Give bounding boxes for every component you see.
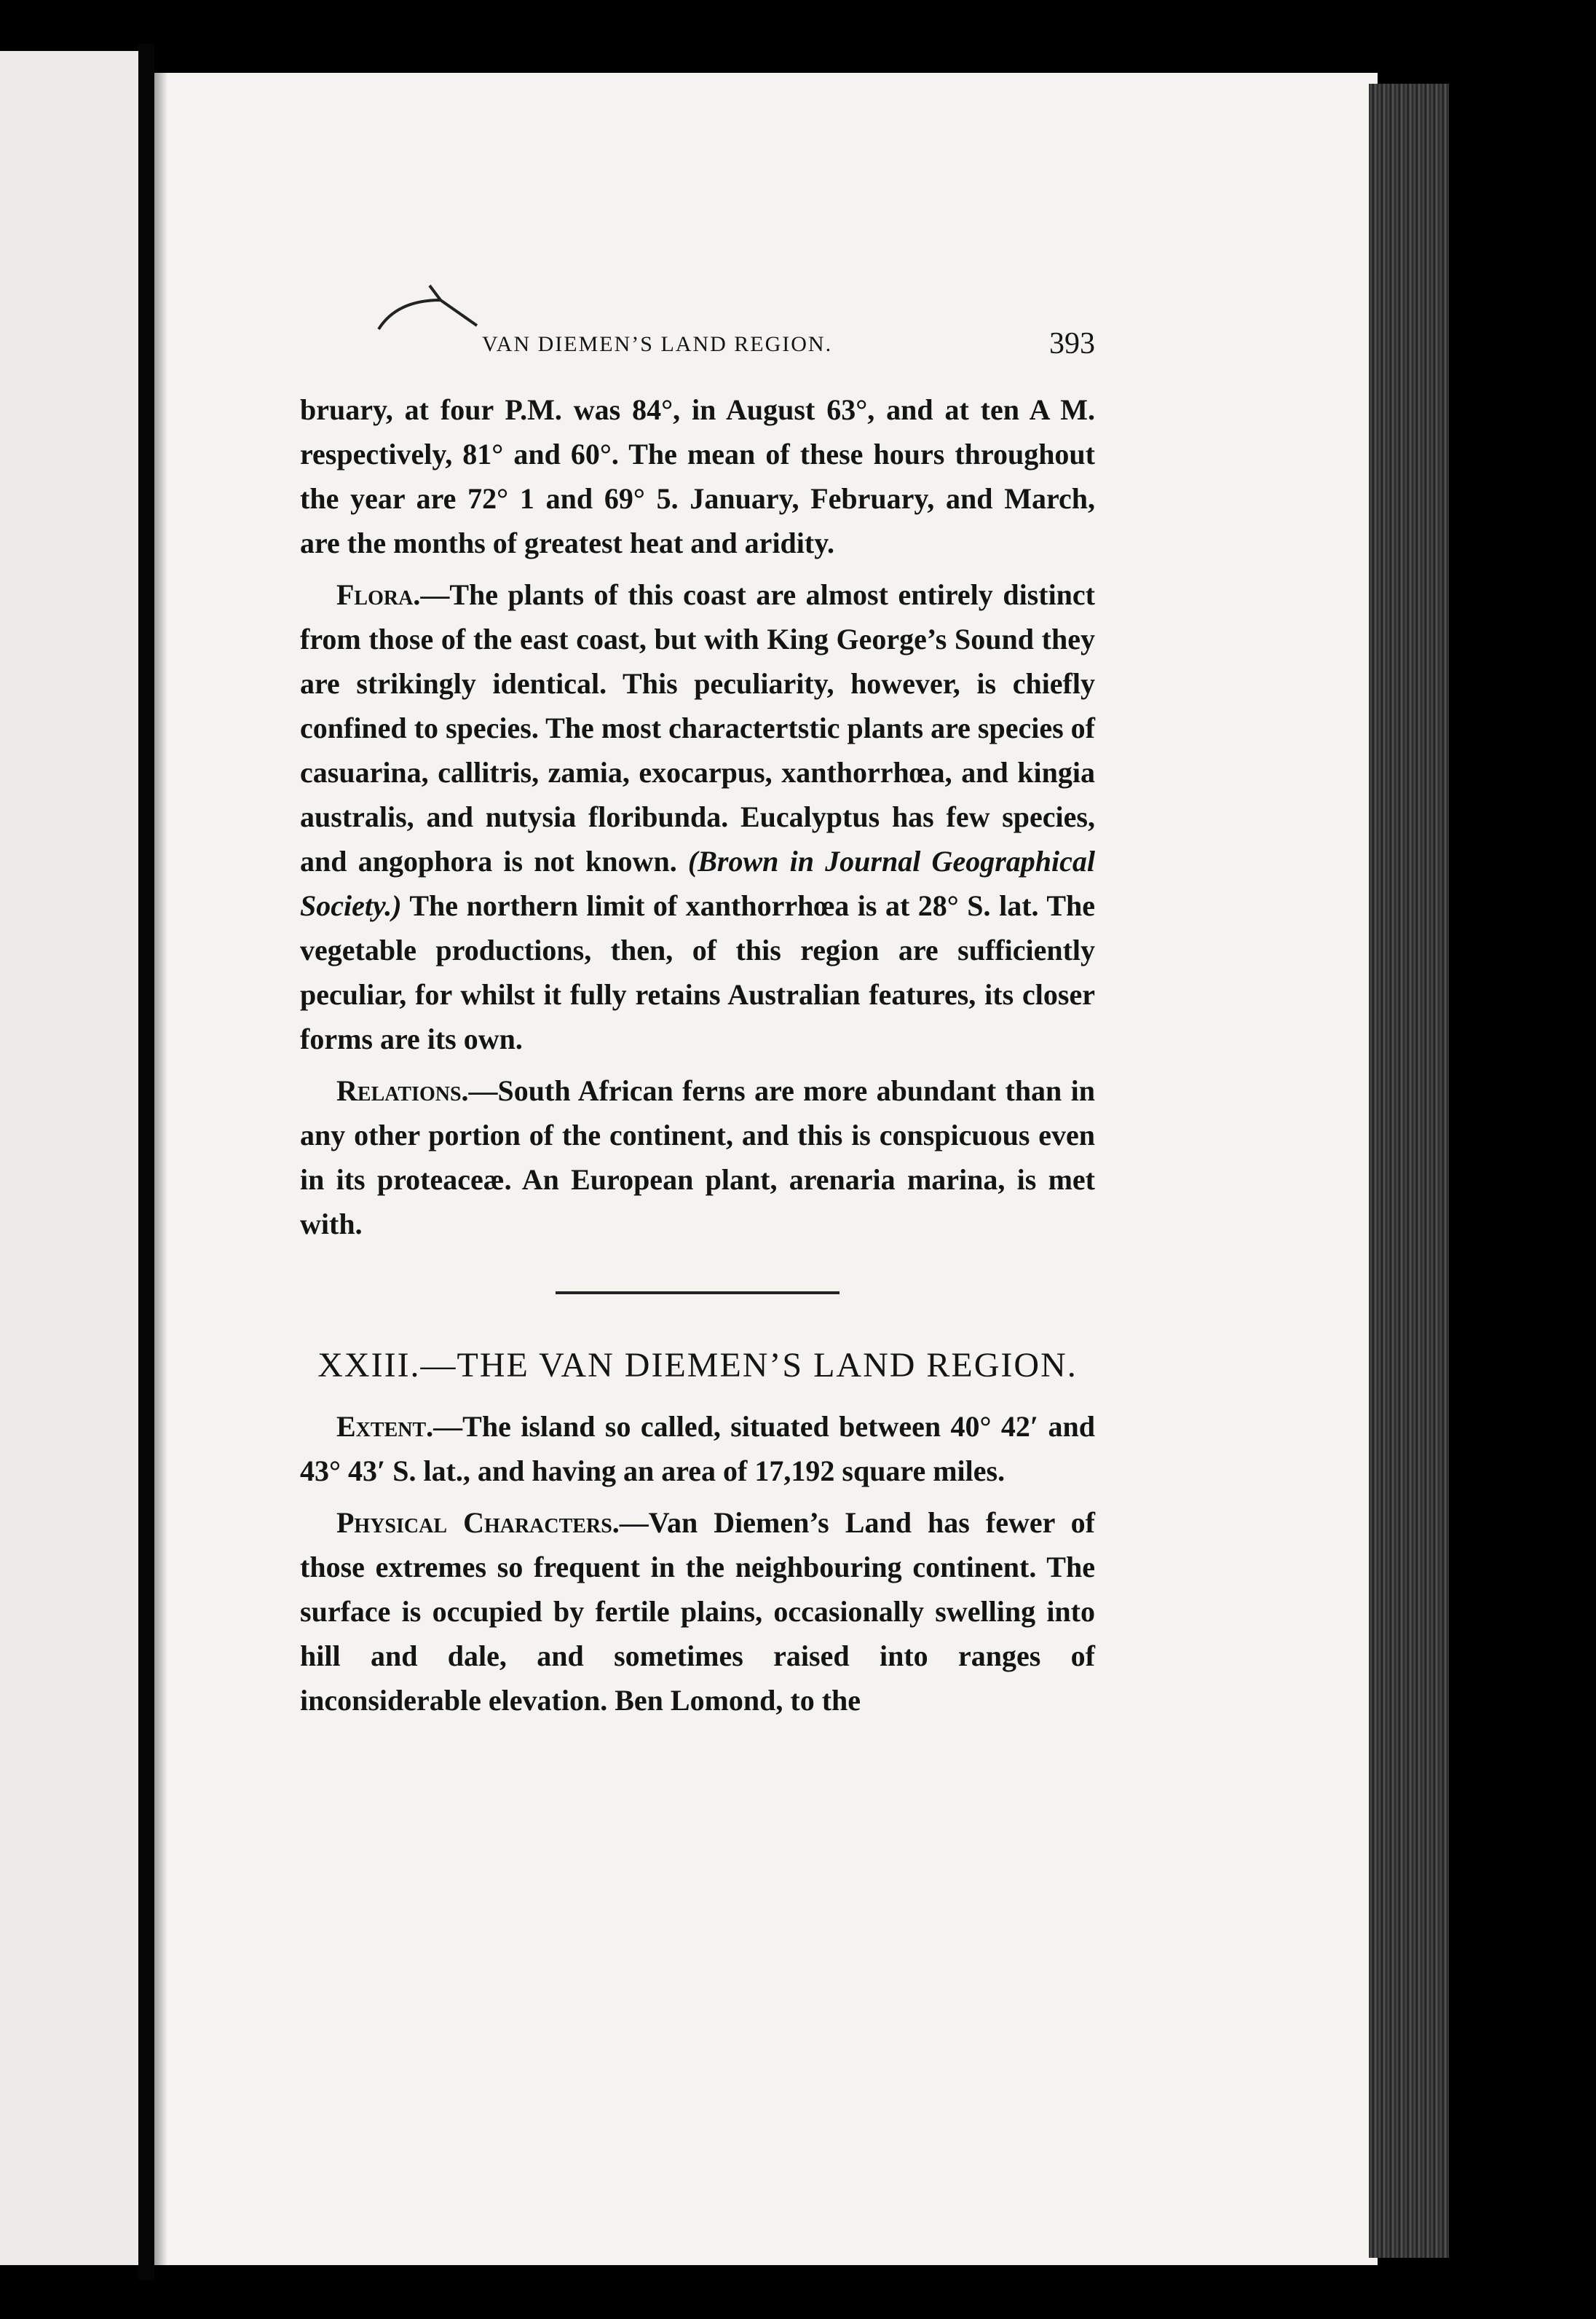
- paragraph-flora: [300, 572, 1095, 1061]
- paragraph-continued: bruary, at four P.M. was 84°, in August 63°, and at ten A M. respectively, 81° and 60°. The mean of these hours throughout the year are 72° 1 and 69° 5. January, February, and March, are the months of greatest heat and aridity.: [300, 393, 1095, 559]
- running-title: VAN DIEMEN’S LAND REGION.: [482, 332, 833, 356]
- binding-shadow: [154, 73, 167, 2265]
- flora-heading: Flora.: [336, 578, 421, 611]
- extent-text: —The island so called, situated between 40° 42′ and 43° 43′ S. lat., and having an area of 17,192 square miles.: [300, 1410, 1095, 1487]
- running-head: [300, 320, 1095, 371]
- physical-text: —Van Diemen’s Land has fewer of those extremes so frequent in the neighbouring continent. The surface is occupied by fertile plains, occasionally swelling into hill and dale, and sometimes raised into ranges of inconsiderable elevation. Ben Lomond, to the: [300, 1506, 1095, 1717]
- flora-text-2: The northern limit of xanthorrhœa is at 28° S. lat. The vegetable productions, then, of this region are sufficiently peculiar, for whilst it fully retains Australian features, its closer forms are its own.: [300, 889, 1095, 1055]
- flora-text-1: —The plants of this coast are almost entirely distinct from those of the east coast, but with King George’s Sound they are strikingly identical. This peculiarity, however, is chiefly confined to species. The most charactertstic plants are species of casuarina, callitris, zamia, exocarpus, xanthorrhœa, and kingia australis, and nutysia floribunda. Eucalyptus has few species, and angophora is not known.: [300, 578, 1095, 878]
- page-content: [300, 320, 1095, 1730]
- paragraph-relations: [300, 1068, 1095, 1246]
- facing-page-edge: [0, 51, 138, 2265]
- page-stack-edge: [1369, 84, 1449, 2258]
- page-number: 393: [1049, 327, 1095, 361]
- section-title: XXIII.—THE VAN DIEMEN’S LAND REGION.: [317, 1346, 1078, 1385]
- relations-heading: Relations.: [336, 1074, 469, 1107]
- physical-heading: Physical Characters.: [336, 1506, 620, 1539]
- paragraph-physical: [300, 1500, 1095, 1722]
- section-divider: [556, 1291, 840, 1294]
- book-gutter: [138, 44, 154, 2280]
- paragraph-extent: [300, 1404, 1095, 1493]
- relations-text: —South African ferns are more abundant than in any other portion of the continent, and this is conspicuous even in its proteaceæ. An European plant, arenaria marina, is met with.: [300, 1074, 1095, 1240]
- flora-citation: (Brown in Journal Geographical Society.): [300, 845, 1095, 922]
- extent-heading: Extent.: [336, 1410, 434, 1443]
